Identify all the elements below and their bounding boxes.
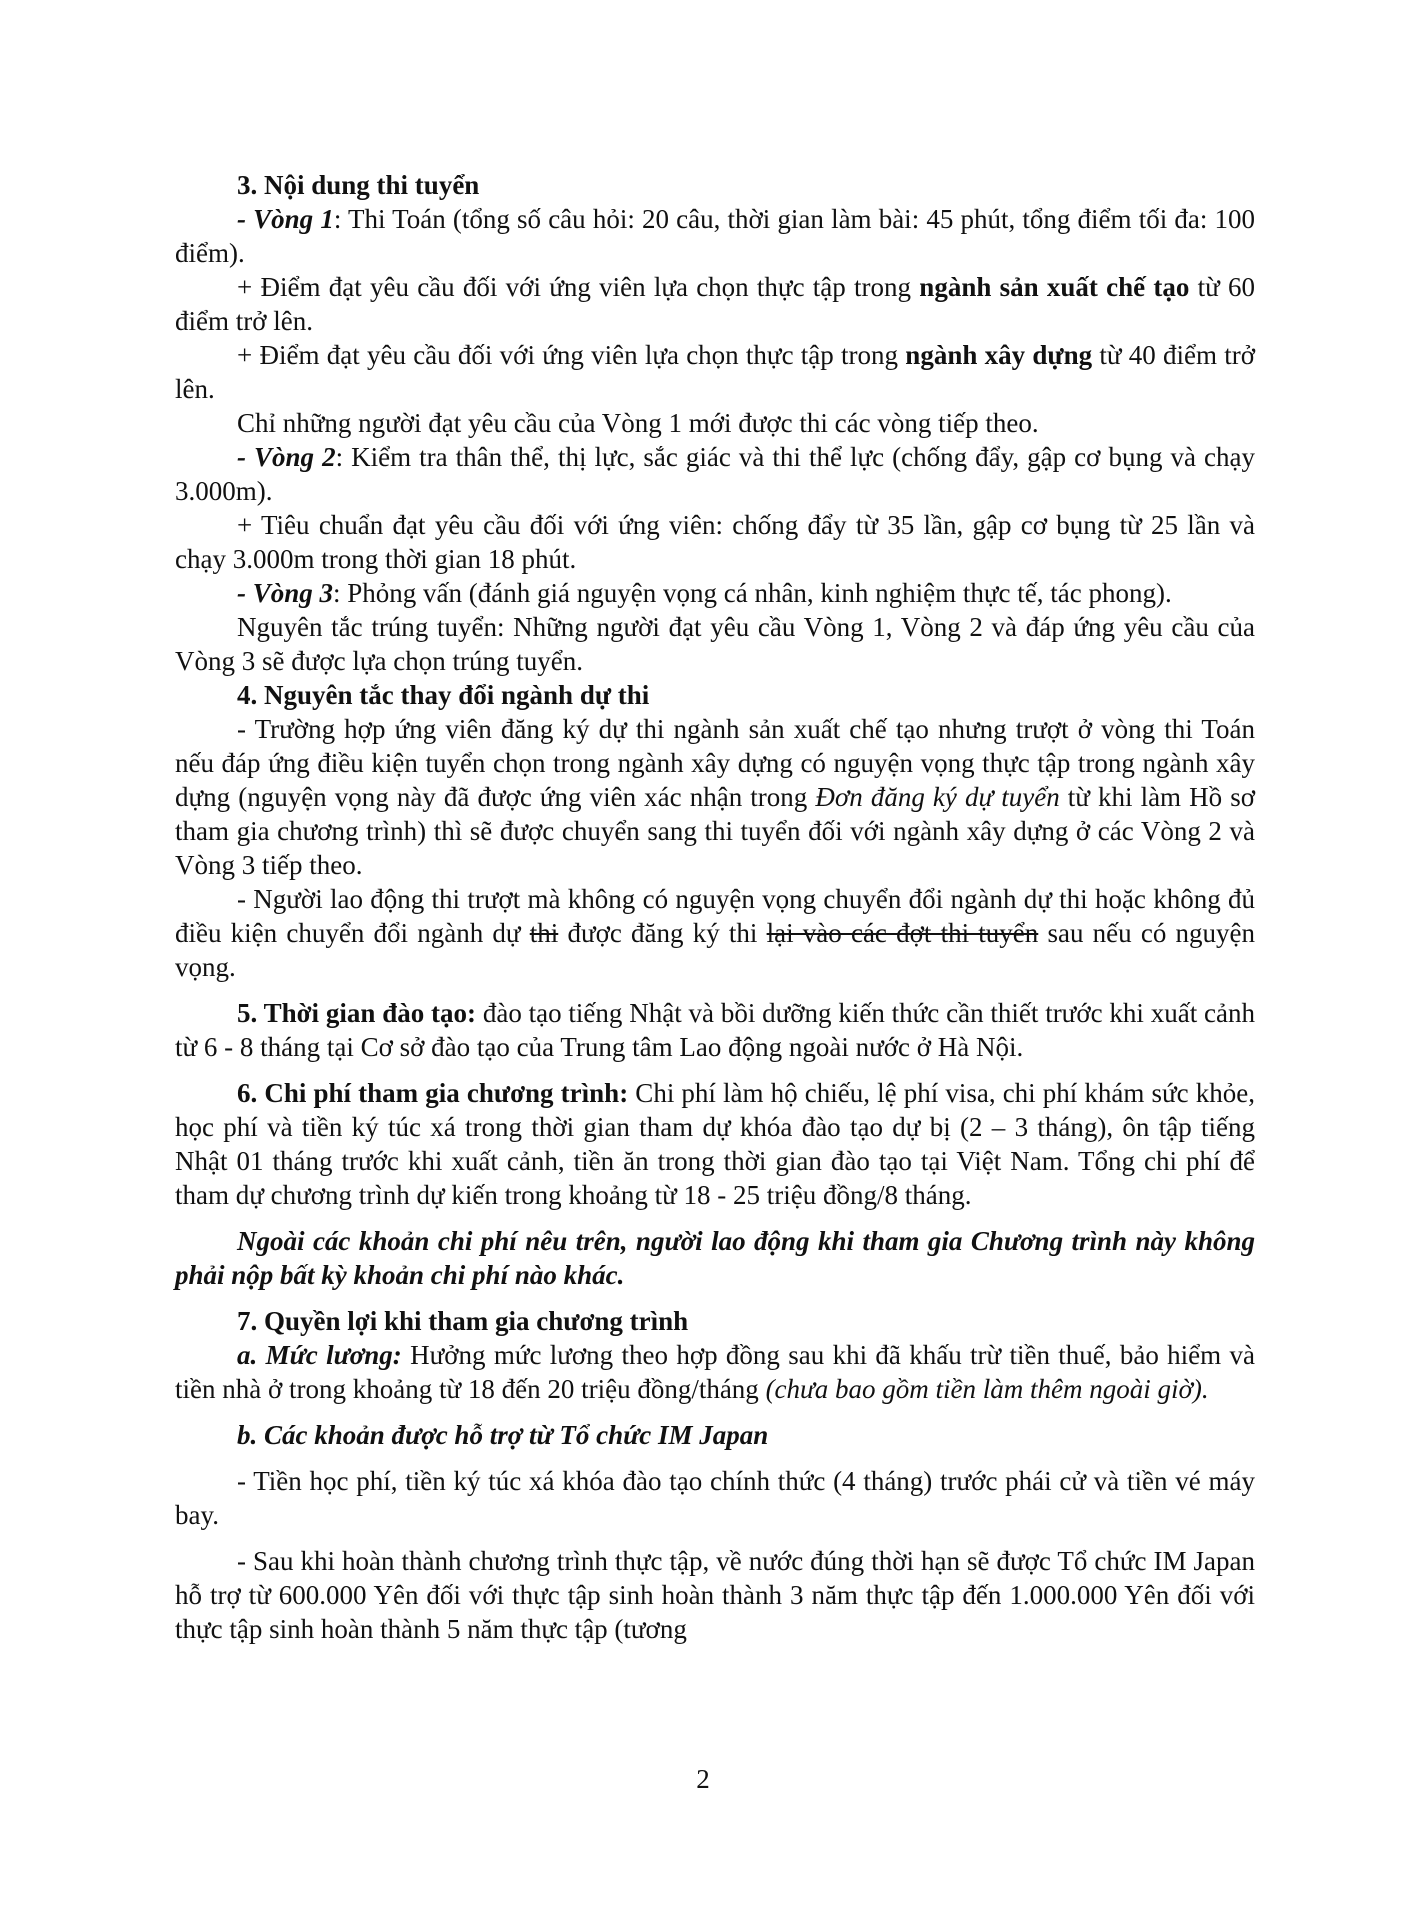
section-5-paragraph: 5. Thời gian đào tạo: đào tạo tiếng Nhật và bồi dưỡng kiến thức cần thiết trước khi xuất cảnh từ 6 - 8 tháng tại Cơ sở đào tạo của Trung tâm Lao động ngoài nước ở Hà Nội. (175, 998, 1255, 1062)
no-other-fees-note: Ngoài các khoản chi phí nêu trên, người lao động khi tham gia Chương trình này không phải nộp bất kỳ khoản chi phí nào khác. (175, 1226, 1255, 1290)
support-fees-paragraph: - Tiền học phí, tiền ký túc xá khóa đào tạo chính thức (4 tháng) trước phái cử và tiền vé máy bay. (175, 1466, 1255, 1530)
construction-pass-paragraph: + Điểm đạt yêu cầu đối với ứng viên lựa chọn thực tập trong ngành xây dựng từ 40 điểm trở lên. (175, 340, 1255, 404)
vong-2-standard-paragraph: + Tiêu chuẩn đạt yêu cầu đối với ứng viên: chống đẩy từ 35 lần, gập cơ bụng từ 25 lần và chạy 3.000m trong thời gian 18 phút. (175, 510, 1255, 574)
document-body (175, 168, 1255, 1646)
vong-3-paragraph: - Vòng 3: Phỏng vấn (đánh giá nguyện vọng cá nhân, kinh nghiệm thực tế, tác phong). (237, 578, 1172, 608)
only-pass-paragraph: Chỉ những người đạt yêu cầu của Vòng 1 mới được thi các vòng tiếp theo. (237, 408, 1039, 438)
page-number: 2 (696, 1764, 710, 1794)
section-3-heading: 3. Nội dung thi tuyển (237, 170, 480, 200)
section-7-heading: 7. Quyền lợi khi tham gia chương trình (237, 1306, 689, 1336)
section-6-paragraph: 6. Chi phí tham gia chương trình: Chi phí làm hộ chiếu, lệ phí visa, chi phí khám sức khỏe, học phí và tiền ký túc xá trong thời gian tham dự khóa đào tạo dự bị (2 – 3 tháng), ôn tập tiếng Nhật 01 tháng trước khi xuất cảnh, tiền ăn trong thời gian đào tạo tại Việt Nam. Tổng chi phí để tham dự chương trình dự kiến trong khoảng từ 18 - 25 triệu đồng/8 tháng. (175, 1078, 1256, 1210)
support-completion-paragraph: - Sau khi hoàn thành chương trình thực tập, về nước đúng thời hạn sẽ được Tổ chức IM Japan hỗ trợ từ 600.000 Yên đối với thực tập sinh hoàn thành 3 năm thực tập đến 1.000.000 Yên đối với thực tập sinh hoàn thành 5 năm thực tập (tương (175, 1546, 1255, 1644)
vong-1-paragraph: - Vòng 1: Thi Toán (tổng số câu hỏi: 20 câu, thời gian làm bài: 45 phút, tổng điểm tối đa: 100 điểm). (175, 204, 1255, 268)
vong-2-paragraph: - Vòng 2: Kiểm tra thân thể, thị lực, sắc giác và thi thể lực (chống đẩy, gập cơ bụng và chạy 3.000m). (175, 442, 1255, 506)
change-major-paragraph: - Trường hợp ứng viên đăng ký dự thi ngành sản xuất chế tạo nhưng trượt ở vòng thi Toán nếu đáp ứng điều kiện tuyển chọn trong ngành xây dựng có nguyện vọng thực tập trong ngành xây dựng (nguyện vọng này đã được ứng viên xác nhận trong Đơn đăng ký dự tuyển từ khi làm Hồ sơ tham gia chương trình) thì sẽ được chuyển sang thi tuyển đối với ngành xây dựng ở các Vòng 2 và Vòng 3 tiếp theo. (175, 714, 1255, 880)
salary-paragraph: a. Mức lương: Hưởng mức lương theo hợp đồng sau khi đã khấu trừ tiền thuế, bảo hiểm và tiền nhà ở trong khoảng từ 18 đến 20 triệu đồng/tháng (chưa bao gồm tiền làm thêm ngoài giờ). (175, 1340, 1255, 1404)
selection-principle-paragraph: Nguyên tắc trúng tuyển: Những người đạt yêu cầu Vòng 1, Vòng 2 và đáp ứng yêu cầu của Vòng 3 sẽ được lựa chọn trúng tuyển. (175, 612, 1255, 676)
manufacturing-pass-paragraph: + Điểm đạt yêu cầu đối với ứng viên lựa chọn thực tập trong ngành sản xuất chế tạo từ 60 điểm trở lên. (175, 272, 1256, 336)
im-japan-support-heading: b. Các khoản được hỗ trợ từ Tổ chức IM Japan (237, 1420, 769, 1450)
fail-paragraph: - Người lao động thi trượt mà không có nguyện vọng chuyển đổi ngành dự thi hoặc không đủ điều kiện chuyển đổi ngành dự thi được đăng ký thi lại vào các đợt thi tuyển sau nếu có nguyện vọng. (175, 884, 1255, 982)
section-4-heading: 4. Nguyên tắc thay đổi ngành dự thi (237, 680, 650, 710)
